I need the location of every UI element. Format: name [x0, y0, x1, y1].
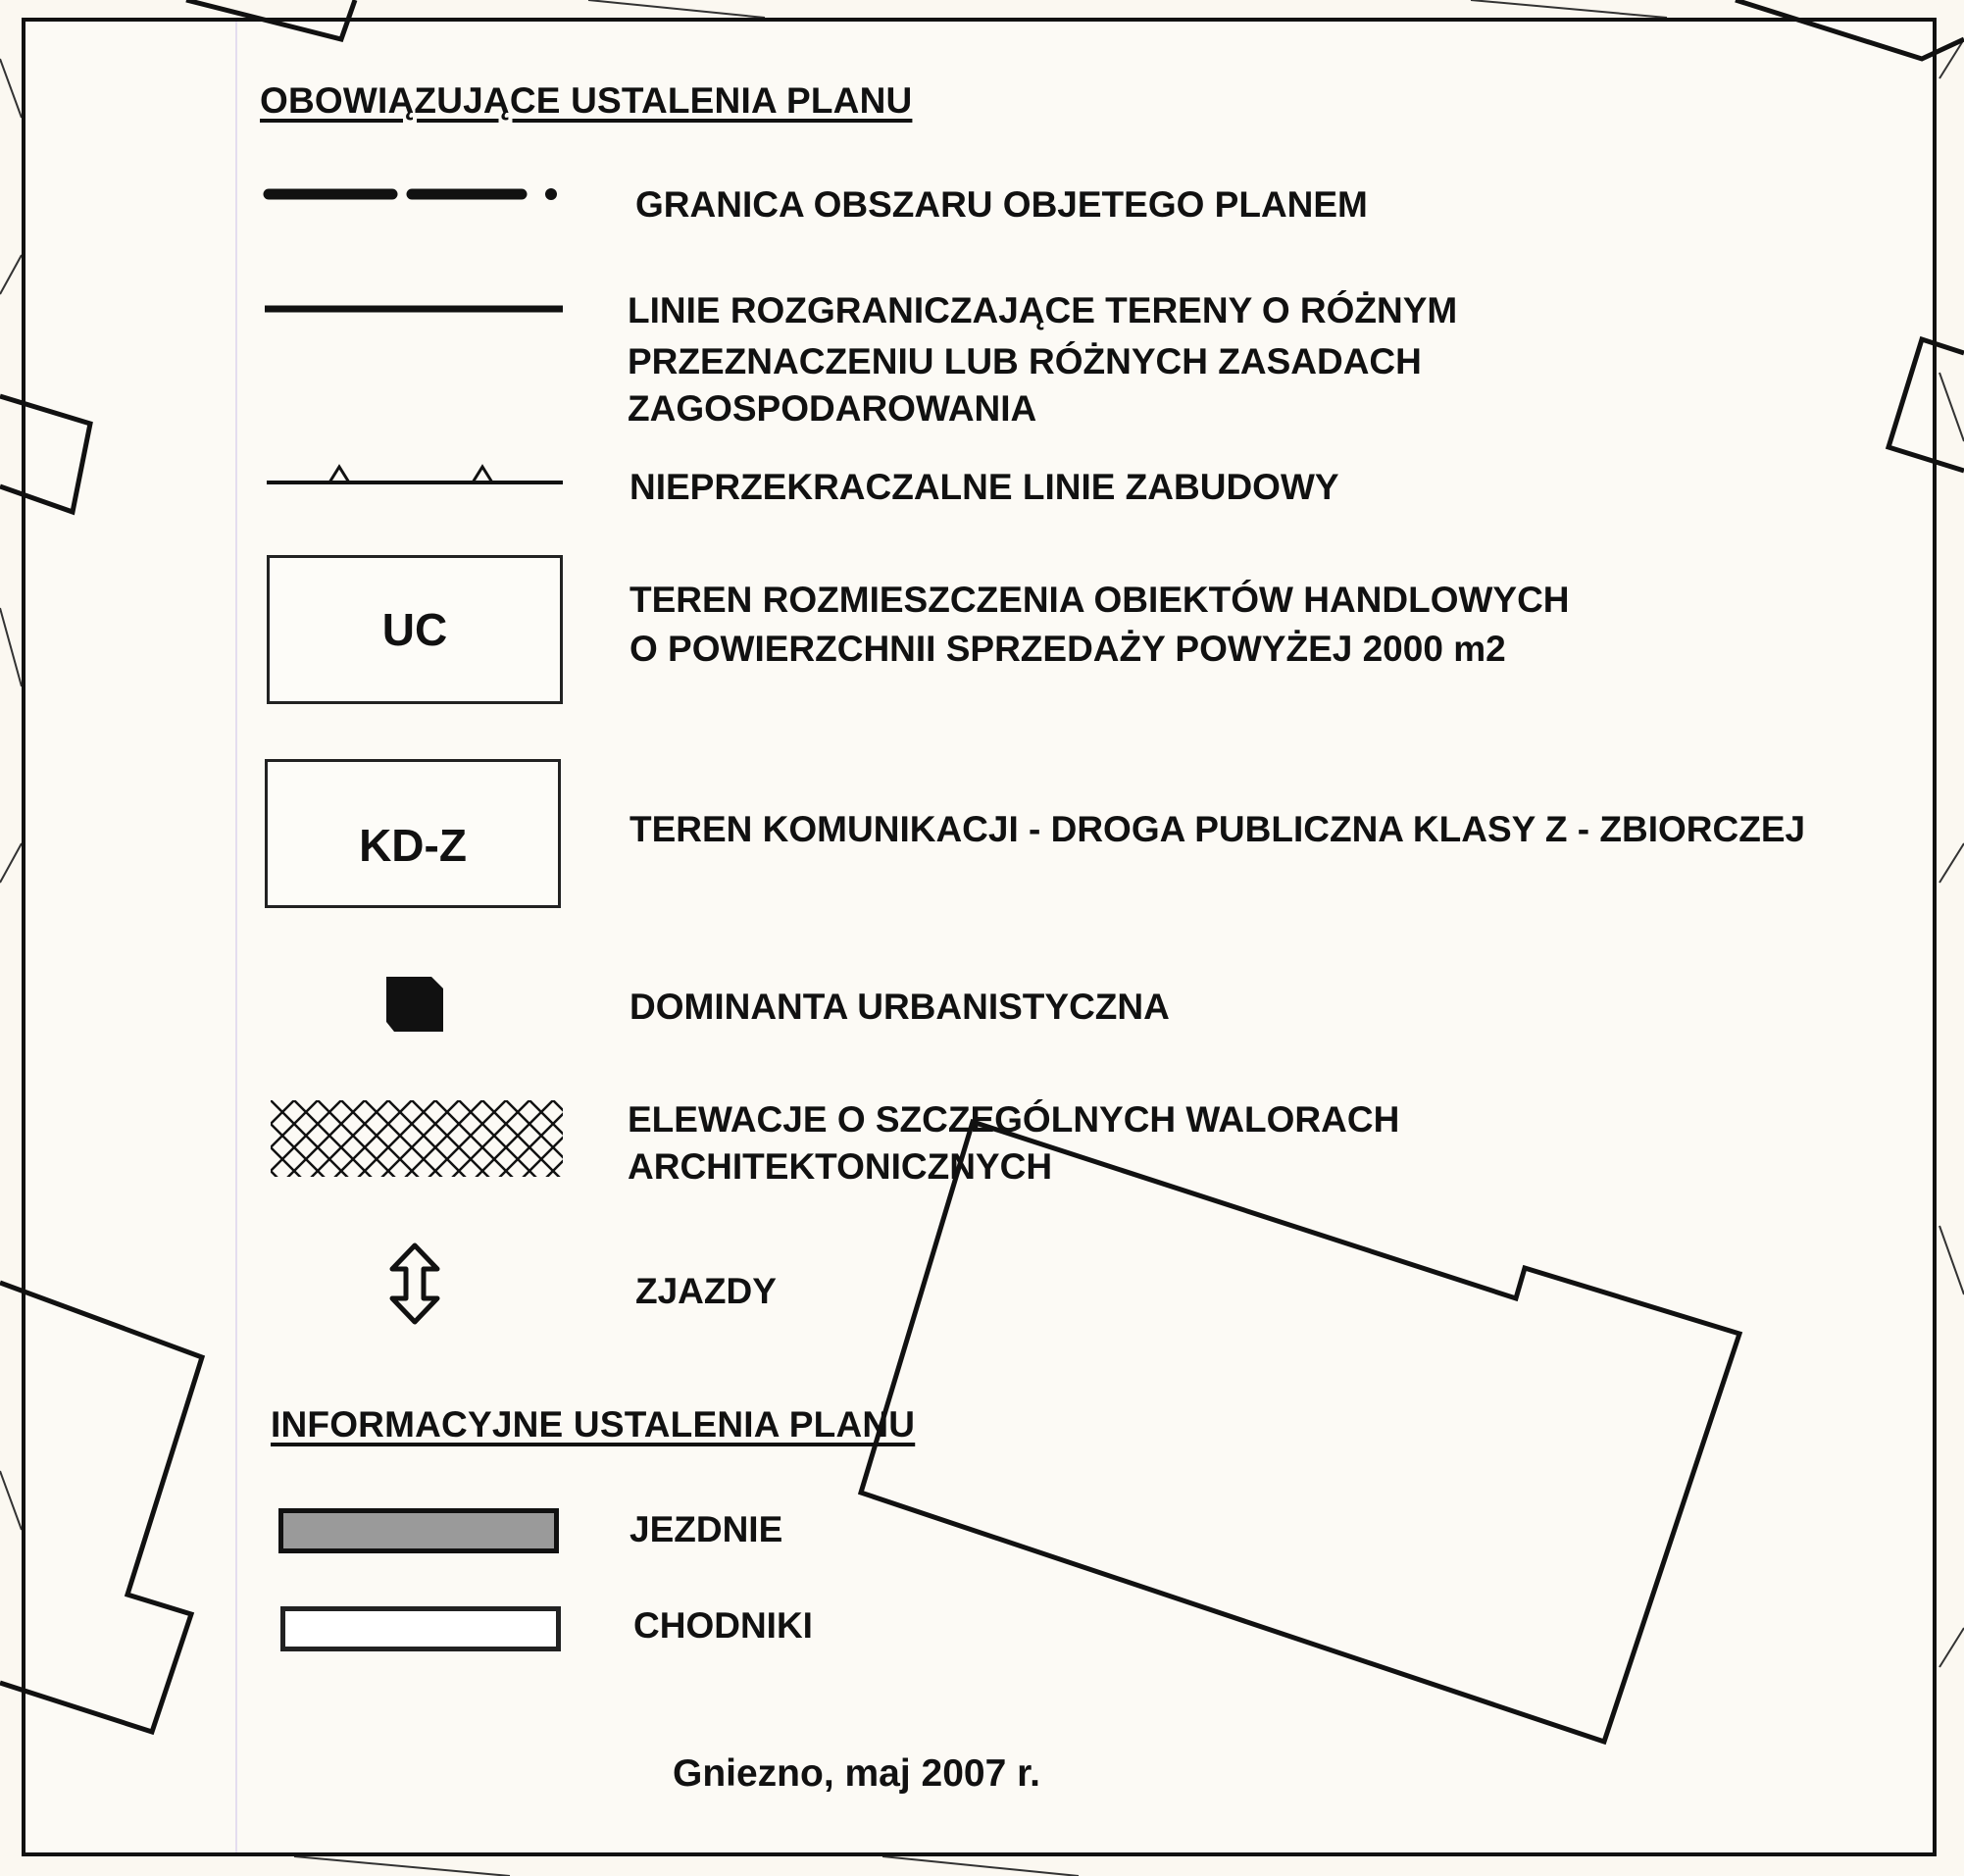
demarcation-line-label-1: LINIE ROZGRANICZAJĄCE TERENY O RÓŻNYM: [628, 290, 1458, 330]
map-line: [1939, 1226, 1964, 1294]
map-line: [0, 59, 22, 118]
demarcation-line-symbol: [263, 300, 567, 320]
map-line: [0, 255, 22, 294]
map-line: [882, 1856, 1079, 1876]
roadway-symbol: [278, 1508, 559, 1553]
margin-rule: [235, 22, 237, 1852]
informational-section-heading: INFORMACYJNE USTALENIA PLANU: [271, 1404, 916, 1445]
demarcation-line-label-2: PRZEZNACZENIU LUB RÓŻNYCH ZASADACH: [628, 341, 1422, 381]
map-line: [1471, 0, 1667, 18]
crosshatch-facade-symbol: [271, 1100, 563, 1179]
uc-zone-label-1: TEREN ROZMIESZCZENIA OBIEKTÓW HANDLOWYCH: [629, 580, 1570, 620]
building-line-symbol: [265, 459, 569, 488]
urban-landmark-label: DOMINANTA URBANISTYCZNA: [629, 987, 1170, 1027]
map-line: [0, 1471, 22, 1530]
double-arrow-icon: [384, 1242, 445, 1326]
sidewalk-label: CHODNIKI: [633, 1605, 813, 1646]
roadway-label: JEZDNIE: [629, 1509, 783, 1549]
uc-zone-label-2: O POWIERZCHNII SPRZEDAŻY POWYŻEJ 2000 m2: [629, 629, 1506, 669]
sidewalk-symbol: [280, 1606, 561, 1651]
boundary-line-symbol: [265, 182, 569, 212]
map-line: [1939, 1628, 1964, 1667]
demarcation-line-label-3: ZAGOSPODAROWANIA: [628, 388, 1037, 429]
map-line: [1939, 843, 1964, 883]
map-line: [294, 1856, 510, 1876]
map-line: [0, 843, 22, 883]
kdz-road-label: TEREN KOMUNIKACJI - DROGA PUBLICZNA KLASY Z - ZBIORCZEJ: [629, 809, 1806, 849]
place-and-date: Gniezno, maj 2007 r.: [673, 1752, 1040, 1795]
urban-landmark-icon: [382, 975, 447, 1034]
facade-label-2: ARCHITEKTONICZNYCH: [628, 1146, 1053, 1187]
map-line: [0, 608, 22, 686]
kdz-road-symbol: KD-Z: [265, 759, 561, 908]
building-line-label: NIEPRZEKRACZALNE LINIE ZABUDOWY: [629, 467, 1339, 507]
mandatory-section-heading: OBOWIĄZUJĄCE USTALENIA PLANU: [260, 80, 913, 121]
map-line: [1939, 373, 1964, 441]
facade-label-1: ELEWACJE O SZCZEGÓLNYCH WALORACH: [628, 1099, 1400, 1140]
boundary-line-label: GRANICA OBSZARU OBJETEGO PLANEM: [635, 184, 1368, 225]
map-line: [1939, 39, 1964, 78]
uc-zone-symbol: UC: [267, 555, 563, 704]
map-line: [588, 0, 765, 18]
access-points-label: ZJAZDY: [635, 1271, 777, 1311]
